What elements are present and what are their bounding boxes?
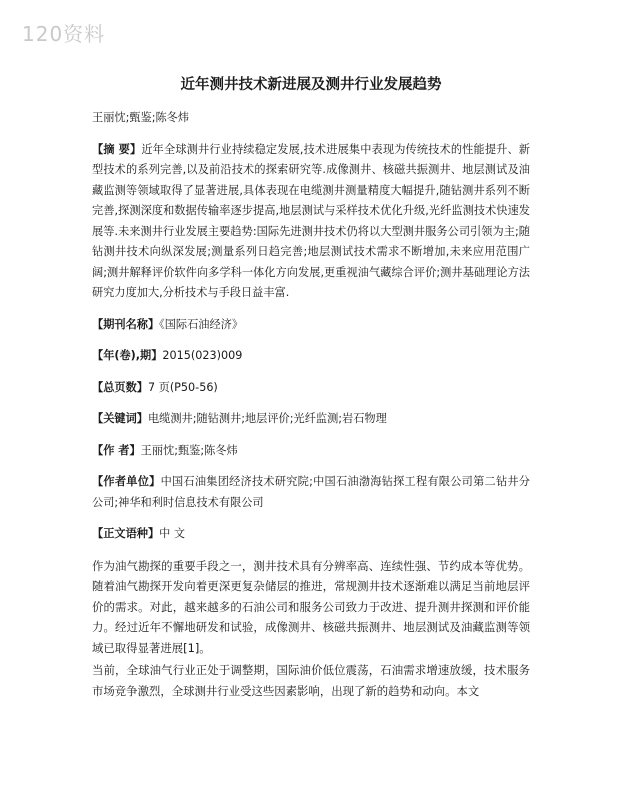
field-label: 【关键词】 <box>92 412 148 425</box>
field-label: 【作者单位】 <box>92 475 161 488</box>
abstract-label: 【摘 要】 <box>92 142 142 156</box>
document-page <box>92 74 530 703</box>
field-affiliation <box>92 472 530 513</box>
watermark: 120资料 <box>22 22 106 46</box>
field-label: 【年(卷),期】 <box>92 349 163 362</box>
field-page-count <box>92 378 530 399</box>
field-label: 【正文语种】 <box>92 527 160 540</box>
abstract-text: 近年全球测井行业持续稳定发展,技术进展集中表现为传统技术的性能提升、新型技术的系列完善,以及前沿技术的探索研究等.成像测井、核磁共振测井、地层测试及油藏监测等领域取得了显著进展,具体表现在电缆测井测量精度大幅提升,随钻测井系列不断完善,探测深度和数据传输率逐步提高,地层测试与采样技术优化升级,光纤监测技术快速发展等.未来测井行业发展主要趋势:国际先进测井技术仍将以大型测井服务公司引领为主;随钻测井技术向纵深发展;测量系列日趋完善;地层测试技术需求不断增加,未来应用范围广阔;测井解释评价软件向多学科一体化方向发展,更重视油气藏综合评价;测井基础理论方法研究力度加大,分析技术与手段日益丰富. <box>92 142 530 299</box>
field-value: 2015(023)009 <box>162 349 243 362</box>
field-authors <box>92 441 530 462</box>
field-keywords <box>92 409 530 430</box>
field-value: 王丽忱;甄鉴;陈冬炜 <box>140 443 238 457</box>
paper-title: 近年测井技术新进展及测井行业发展趋势 <box>180 77 442 93</box>
field-label: 【总页数】 <box>92 380 148 394</box>
body-text <box>92 556 530 702</box>
field-label: 【期刊名称】 <box>92 317 160 331</box>
field-value: 中 文 <box>159 527 186 540</box>
field-year-issue <box>92 346 530 367</box>
field-value: 中国石油集团经济技术研究院;中国石油渤海钻探工程有限公司第二钻井分公司;神华和利时信息技术有限公司 <box>92 475 530 509</box>
field-language <box>92 524 530 545</box>
authors-line: 王丽忱;甄鉴;陈冬炜 <box>92 111 190 124</box>
field-value: 《国际石油经济》 <box>159 317 244 331</box>
field-journal <box>92 315 530 336</box>
abstract <box>92 140 530 304</box>
field-value: 电缆测井;随钻测井;地层评价;光纤监测;岩石物理 <box>147 412 387 425</box>
body-paragraph: 作为油气勘探的重要手段之一，测井技术具有分辨率高、连续性强、节约成本等优势。随着油气勘探开发向着更深更复杂储层的推进，常规测井技术逐渐难以满足当前地层评价的需求。对此，越来越多的石油公司和服务公司致力于改进、提升测井探测和评价能力。经过近年不懈地研发和试验，成像测井、核磁共振测井、地层测试及油藏监测等领域已取得显著进展[1]。 <box>92 558 530 655</box>
body-paragraph: 当前，全球油气行业正处于调整期，国际油价低位震荡，石油需求增速放缓，技术服务市场竞争激烈，全球测井行业受这些因素影响，出现了新的趋势和动向。本文 <box>92 663 530 698</box>
field-value: 7 页(P50-56) <box>147 380 218 394</box>
field-label: 【作 者】 <box>92 443 141 457</box>
